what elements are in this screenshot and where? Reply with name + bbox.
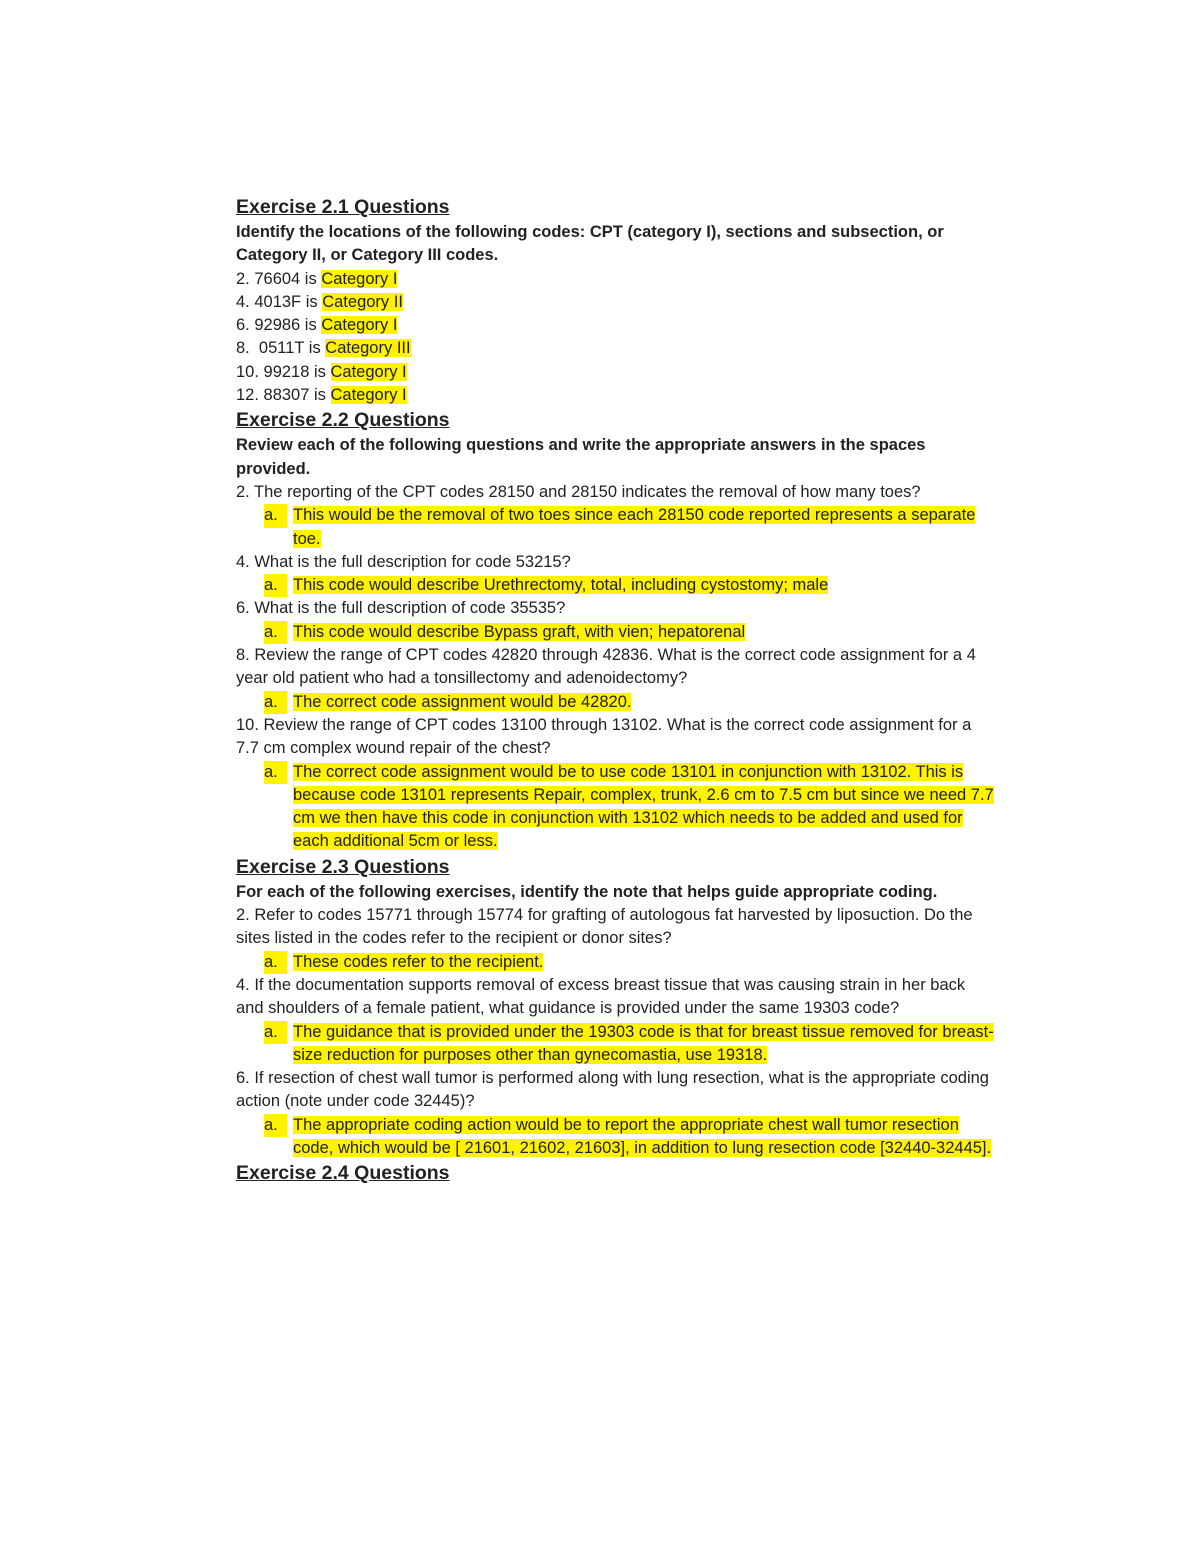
answer-letter: a. — [264, 574, 287, 597]
highlighted-answer: This would be the removal of two toes since each 28150 code reported represents a separate toe. — [293, 506, 976, 548]
list-item — [236, 337, 996, 360]
answer — [236, 691, 996, 714]
exercise-2-1-heading: Exercise 2.1 Questions — [236, 196, 450, 218]
answer — [236, 574, 996, 597]
highlighted-answer: These codes refer to the recipient. — [293, 952, 544, 971]
highlighted-answer: Category I — [330, 362, 407, 381]
exercise-2-2-instruction: Review each of the following questions and write the appropriate answers in the spaces provided. — [236, 436, 926, 478]
exercise-2-3-heading: Exercise 2.3 Questions — [236, 855, 450, 878]
answer — [236, 621, 996, 644]
highlighted-answer: The appropriate coding action would be to report the appropriate chest wall tumor resection code, which would be [ 21601, 21602, 21603], in addition to lung resection code [32440-32445]. — [293, 1115, 992, 1157]
answer — [236, 504, 996, 551]
highlighted-answer: Category I — [330, 386, 407, 405]
answer — [236, 1021, 996, 1068]
list-item — [236, 361, 996, 384]
highlighted-answer: Category II — [322, 292, 403, 311]
answer-letter: a. — [264, 504, 287, 527]
highlighted-answer: Category I — [321, 269, 398, 288]
highlighted-answer: Category I — [321, 316, 398, 335]
answer-letter: a. — [264, 691, 287, 714]
item-code: 6. 92986 is — [236, 316, 322, 335]
exercise-2-2-heading: Exercise 2.2 Questions — [236, 409, 450, 432]
highlighted-answer: The correct code assignment would be to use code 13101 in conjunction with 13102. This is because code 13101 represents Repair, complex, trunk, 2.6 cm to 7.5 cm but since we need 7.7 cm we then have this code in conjunction with 13102 which needs to be added and used for each additional 5cm or less. — [293, 762, 994, 851]
answer-letter: a. — [264, 951, 287, 974]
question: 8. Review the range of CPT codes 42820 through 42836. What is the correct code assignment for a 4 year old patient who had a tonsillectomy and adenoidectomy? — [236, 646, 976, 688]
exercise-2-3-instruction: For each of the following exercises, identify the note that helps guide appropriate coding. — [236, 882, 938, 901]
question: 2. Refer to codes 15771 through 15774 for grafting of autologous fat harvested by liposuction. Do the sites listed in the codes refer to the recipient or donor sites? — [236, 906, 973, 948]
highlighted-answer: The correct code assignment would be 42820. — [293, 692, 632, 711]
question: 4. If the documentation supports removal of excess breast tissue that was causing strain in her back and shoulders of a female patient, what guidance is provided under the same 19303 code? — [236, 975, 966, 1018]
answer-letter: a. — [264, 1021, 287, 1044]
exercise-2-4-heading: Exercise 2.4 Questions — [236, 1162, 450, 1185]
list-item — [236, 314, 996, 337]
question: 6. What is the full description of code 35535? — [236, 599, 566, 618]
item-code: 12. 88307 is — [236, 386, 331, 405]
highlighted-answer: This code would describe Urethrectomy, total, including cystostomy; male — [293, 576, 829, 595]
question: 10. Review the range of CPT codes 13100 through 13102. What is the correct code assignment for a 7.7 cm complex wound repair of the chest? — [236, 715, 972, 758]
highlighted-answer: Category III — [325, 339, 411, 358]
answer — [236, 951, 996, 974]
highlighted-answer: The guidance that is provided under the 19303 code is that for breast tissue removed for breast-size reduction for purposes other than gynecomastia, use 19318. — [293, 1022, 994, 1064]
item-code: 8. 0511T is — [236, 339, 326, 358]
answer-letter: a. — [264, 621, 287, 644]
answer — [236, 1114, 996, 1161]
highlighted-answer: This code would describe Bypass graft, with vien; hepatorenal — [293, 622, 746, 641]
answer — [236, 761, 996, 854]
answer-letter: a. — [264, 1114, 287, 1137]
item-code: 10. 99218 is — [236, 362, 331, 381]
list-item — [236, 268, 996, 291]
list-item — [236, 384, 996, 407]
item-code: 4. 4013F is — [236, 292, 323, 311]
question: 4. What is the full description for code 53215? — [236, 552, 571, 571]
exercise-2-1-instruction: Identify the locations of the following codes: CPT (category I), sections and subsection, or Category II, or Category III codes. — [236, 223, 944, 265]
question: 6. If resection of chest wall tumor is performed along with lung resection, what is the appropriate coding action (note under code 32445)? — [236, 1069, 989, 1111]
item-code: 2. 76604 is — [236, 269, 322, 288]
document-page — [236, 194, 996, 1187]
question: 2. The reporting of the CPT codes 28150 and 28150 indicates the removal of how many toes? — [236, 482, 921, 501]
answer-letter: a. — [264, 761, 287, 784]
list-item — [236, 291, 996, 314]
